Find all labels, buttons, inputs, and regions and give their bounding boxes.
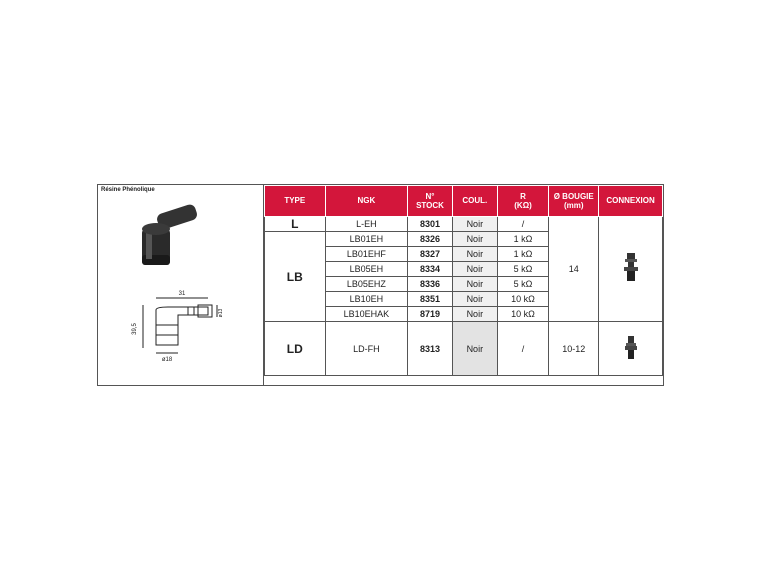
- stock-cell: 8313: [408, 322, 453, 376]
- header-ngk: NGK: [325, 186, 408, 217]
- dim-width-label: 31: [178, 291, 186, 297]
- cap-photo: [142, 203, 199, 265]
- ngk-cell: LB05EH: [325, 262, 408, 277]
- header-r-line1: R: [520, 191, 526, 201]
- stock-cell: 8719: [408, 307, 453, 322]
- type-cell-lb: LB: [265, 232, 326, 322]
- header-bougie: [549, 186, 599, 217]
- dim-inner-label: ø13: [218, 308, 224, 318]
- panel-title: Résine Phénolique: [101, 187, 155, 193]
- technical-drawing: [143, 298, 217, 353]
- coul-cell: Noir: [452, 292, 497, 307]
- header-type: TYPE: [265, 186, 326, 217]
- header-coul: COUL.: [452, 186, 497, 217]
- ngk-cell: LD-FH: [325, 322, 408, 376]
- coul-cell: Noir: [452, 247, 497, 262]
- coul-cell: Noir: [452, 307, 497, 322]
- stock-cell: 8301: [408, 217, 453, 232]
- ngk-cell: LB01EHF: [325, 247, 408, 262]
- bougie-cell-main: 14: [549, 217, 599, 322]
- type-cell-l: L: [265, 217, 326, 232]
- connexion-cell-main: [599, 217, 663, 322]
- r-cell: 10 kΩ: [497, 307, 549, 322]
- stock-cell: 8326: [408, 232, 453, 247]
- table-row: [265, 322, 663, 376]
- header-r-line2: (KΩ): [514, 201, 532, 210]
- spec-table: [264, 185, 663, 376]
- r-cell: 1 kΩ: [497, 247, 549, 262]
- type-cell-ld: LD: [265, 322, 326, 376]
- coul-cell: Noir: [452, 232, 497, 247]
- r-cell: 10 kΩ: [497, 292, 549, 307]
- table-row: [265, 217, 663, 232]
- header-bougie-line1: Ø BOUGIE: [553, 191, 594, 201]
- product-sheet: [97, 184, 664, 386]
- spark-plug-cap-drawing: [98, 185, 264, 385]
- ngk-cell: LB01EH: [325, 232, 408, 247]
- r-cell: 5 kΩ: [497, 262, 549, 277]
- connexion-cell-ld: [599, 322, 663, 376]
- header-stock-line1: N°: [425, 191, 435, 201]
- product-illustration-panel: [98, 185, 264, 385]
- ngk-cell: LB10EH: [325, 292, 408, 307]
- r-cell: 1 kΩ: [497, 232, 549, 247]
- stock-cell: 8327: [408, 247, 453, 262]
- header-stock: [408, 186, 453, 217]
- ngk-cell: L-EH: [325, 217, 408, 232]
- coul-cell: Noir: [452, 322, 497, 376]
- dim-height-label: 39,5: [132, 323, 138, 335]
- stock-cell: 8336: [408, 277, 453, 292]
- header-r: [497, 186, 549, 217]
- dim-base-label: ø18: [161, 357, 173, 363]
- stock-cell: 8351: [408, 292, 453, 307]
- coul-cell: Noir: [452, 262, 497, 277]
- screw-connector-icon: [621, 252, 641, 284]
- r-cell: /: [497, 322, 549, 376]
- stock-cell: 8334: [408, 262, 453, 277]
- header-bougie-line2: (mm): [563, 201, 584, 210]
- r-cell: 5 kΩ: [497, 277, 549, 292]
- coul-cell: Noir: [452, 217, 497, 232]
- bougie-cell-ld: 10-12: [549, 322, 599, 376]
- ngk-cell: LB10EHAK: [325, 307, 408, 322]
- header-stock-line2: STOCK: [416, 201, 444, 210]
- ngk-cell: LB05EHZ: [325, 277, 408, 292]
- r-cell: /: [497, 217, 549, 232]
- header-connexion: CONNEXION: [599, 186, 663, 217]
- coul-cell: Noir: [452, 277, 497, 292]
- clip-connector-icon: [623, 335, 639, 361]
